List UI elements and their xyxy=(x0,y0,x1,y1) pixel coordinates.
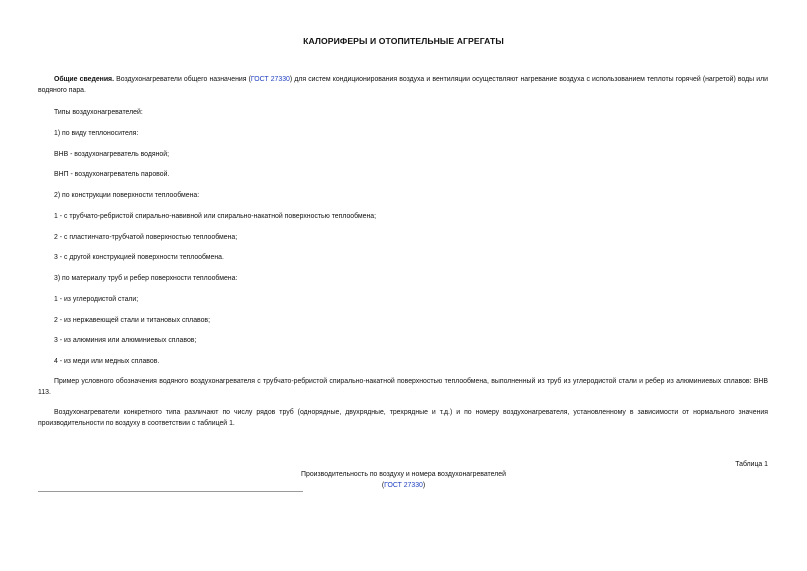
table-gost-link[interactable]: ГОСТ 27330 xyxy=(384,482,423,489)
table-source-open: ( xyxy=(381,482,385,489)
table-label: Таблица 1 xyxy=(735,461,768,468)
material-item: 2 - из нержавеющей стали и титановых сплавов; xyxy=(54,317,211,324)
example-paragraph: Пример условного обозначения водяного воздухонагревателя с трубчато-ребристой спирально-накатной поверхностью теплообмена, выполненный из труб из углеродистой стали и ребер из алюминиевых сплавов: ВНВ 113. xyxy=(38,378,768,396)
material-item: 4 - из меди или медных сплавов. xyxy=(54,358,160,365)
carrier-item: ВНВ - воздухонагреватель водяной; xyxy=(54,151,170,158)
material-item: 3 - из алюминия или алюминиевых сплавов; xyxy=(54,337,197,344)
surface-item: 1 - с трубчато-ребристой спирально-навивной или спирально-накатной поверхностью теплообмена; xyxy=(54,213,377,220)
page-title: КАЛОРИФЕРЫ И ОТОПИТЕЛЬНЫЕ АГРЕГАТЫ xyxy=(303,36,504,46)
table-source-close: ) xyxy=(422,482,426,489)
separator-rule xyxy=(38,491,303,492)
surface-item: 2 - с пластинчато-трубчатой поверхностью теплообмена; xyxy=(54,234,238,241)
material-item: 1 - из углеродистой стали; xyxy=(54,296,139,303)
gost-link[interactable]: ГОСТ 27330 xyxy=(250,76,290,83)
intro-heading: Общие сведения. xyxy=(54,76,114,83)
surface-item: 3 - с другой конструкцией поверхности теплообмена. xyxy=(54,254,224,261)
table-source xyxy=(0,481,807,492)
table-caption: Производительность по воздуху и номера воздухонагревателей xyxy=(301,471,506,478)
intro-text-after-link: ) для систем кондиционирования воздуха и вентиляции осуществляют нагревание воздуха с использованием теплоты горячей (нагретой) воды или водяного пара. xyxy=(38,76,768,94)
types-heading: Типы воздухонагревателей: xyxy=(54,109,143,116)
surface-heading: 2) по конструкции поверхности теплообмена: xyxy=(54,192,200,199)
intro-text-before-link: Воздухонагреватели общего назначения ( xyxy=(114,76,251,83)
carrier-item: ВНП - воздухонагреватель паровой. xyxy=(54,171,170,178)
intro-paragraph xyxy=(38,75,768,96)
carrier-heading: 1) по виду теплоносителя: xyxy=(54,130,139,137)
distinction-paragraph: Воздухонагреватели конкретного типа различают по числу рядов труб (однорядные, двухрядные, трехрядные и т.д.) и по номеру воздухонагревателя, установленному в зависимости от нормального значения производительности по воздуху в соответствии с таблицей 1. xyxy=(38,409,768,427)
material-heading: 3) по материалу труб и ребер поверхности теплообмена: xyxy=(54,275,238,282)
